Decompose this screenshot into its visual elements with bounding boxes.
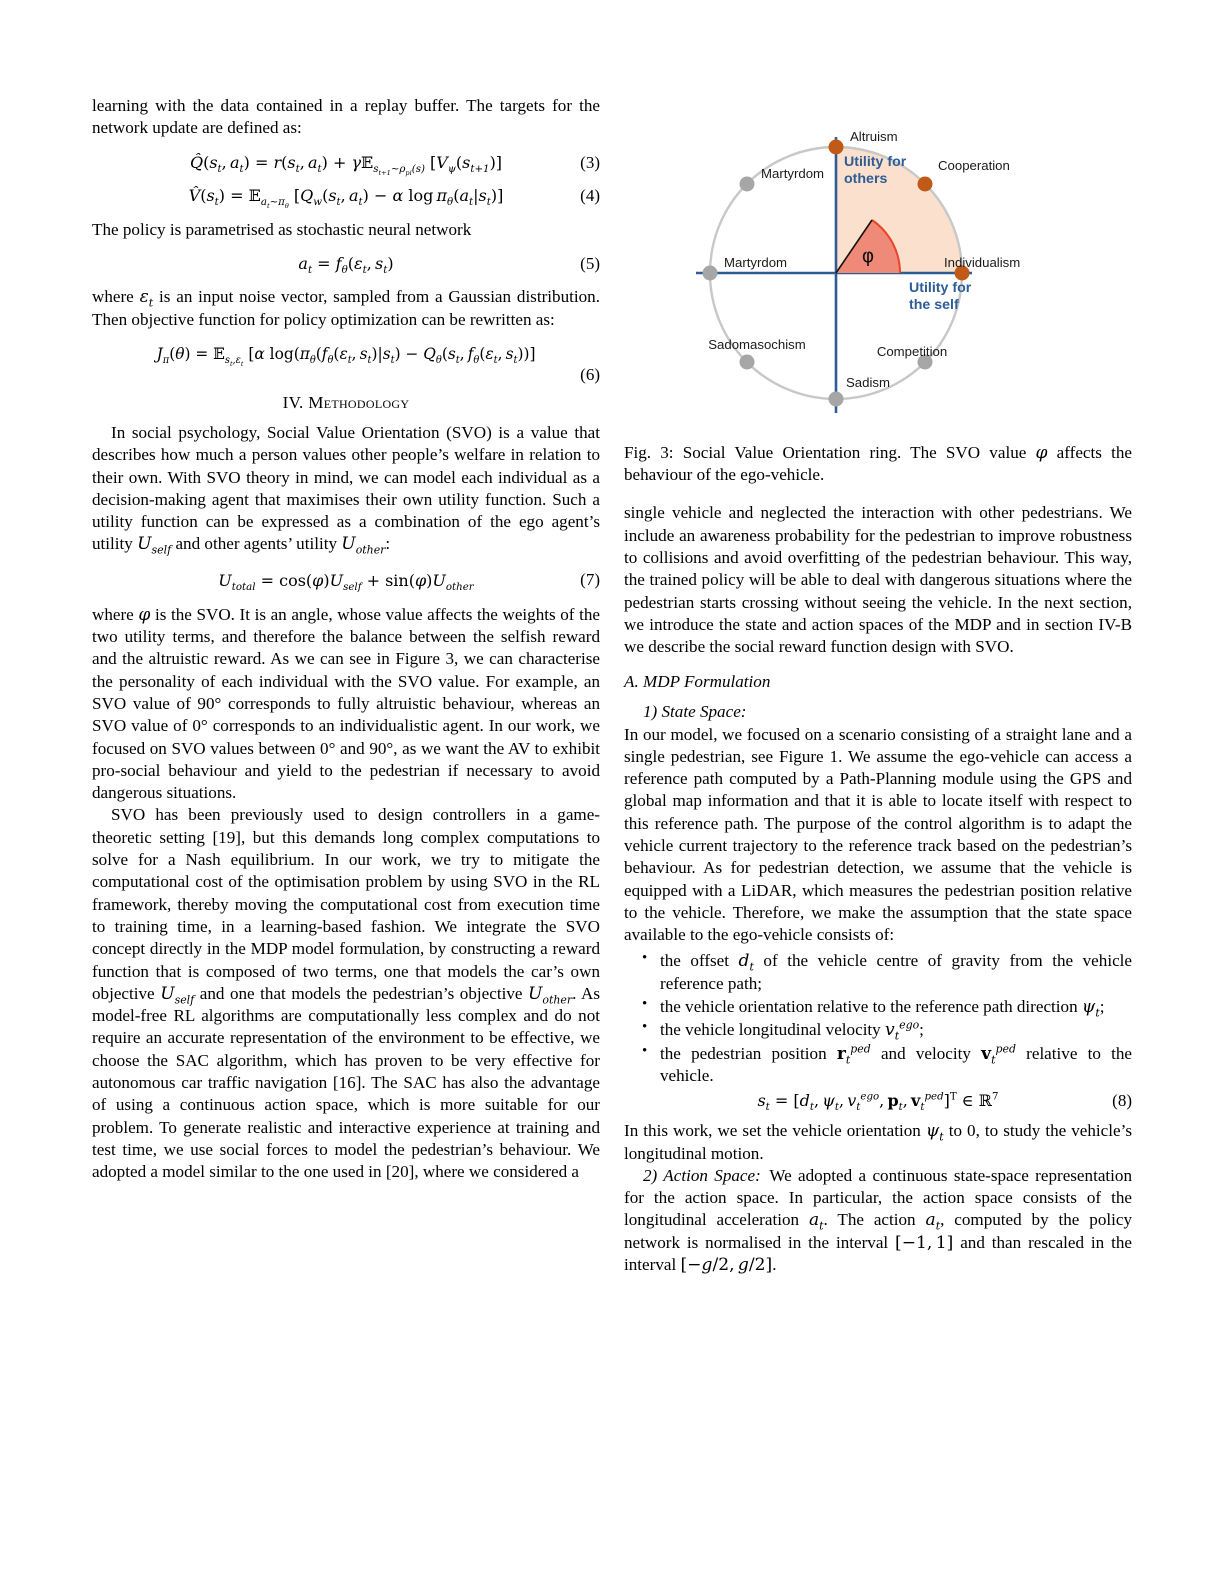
a-t-symbol: $a_t$ (808, 1210, 824, 1233)
node-label-sadism: Sadism (846, 375, 890, 390)
list-item: • the vehicle longitudinal velocity $v_t^{ego}$; (660, 1019, 1132, 1041)
phi-angle-label: φ (861, 245, 875, 267)
equation-4-number: (4) (580, 185, 600, 205)
equation-8-body: $s_t = [d_t$, $\psi_t$, $v_t^{ego}$, $p_t$, $v_t^{ped}]^T$ ∈ ℝ$^7$ (757, 1090, 999, 1114)
subsubsection-heading-action-space: 2) Action Space: (643, 1165, 761, 1185)
phi-symbol-caption: φ (1035, 443, 1048, 463)
axis-annotation-others-line2: others (844, 171, 888, 187)
subsubsection-heading-state-space: 1) State Space: (643, 701, 747, 721)
equation-3-number: (3) (580, 152, 600, 172)
epsilon-t-symbol: $\varepsilon_t$ (139, 287, 154, 310)
node-dot-sadism (829, 392, 844, 407)
psi-t-symbol-2: $\psi_t$ (925, 1121, 944, 1144)
equation-5-number: (5) (580, 253, 600, 273)
node-label-competition: Competition (876, 344, 948, 359)
two-column-layout (92, 95, 1132, 1524)
subsection-heading-mdp-formulation: A. MDP Formulation (624, 671, 771, 691)
section-heading-methodology: IV. Methodology (282, 393, 410, 412)
axis-annotation-self-line2: the self (909, 297, 959, 313)
psi-t-symbol: $\psi_t$ (1081, 997, 1100, 1020)
interval-rescaled: [−g/2, g/2] (680, 1255, 773, 1276)
list-item: • the pedestrian position $r_t^{ped}$ and velocity $v_t^{ped}$ relative to the vehicle. (660, 1043, 1132, 1088)
v-ego-symbol: $v_t^{ego}$ (885, 1018, 920, 1043)
phi-symbol-inline: φ (138, 604, 151, 625)
node-dot-cooperation (918, 177, 933, 192)
paragraph-svo-controllers: SVO has been previously used to design controllers in a game-theoretic setting [19], but this demands long complex computations to solve for a Nash equilibrium. In our work, we try to mitigate the computational cost of the optimisation problem by using SVO in the RL framework, thereby moving the computational cost from execution time to training time, in a learning-based fashion. We integrate the SVO concept directly in the MDP model formulation, by constructing a reward function that is composed of two terms, one that models the car’s own objective $U_{self}$ and one that models the pedestrian’s objective $U_{other}$. As model-free RL algorithms are computationally less complex and do not require an accurate representation of the environment to be effective, we choose the SAC algorithm, which has proven to be very effective for autonomous car traffic navigation [16]. The SAC has also the advantage of using a continuous action space, which is more suitable for our problem. To generate realistic and interactive experience at training and test time, we use social forces to model the pedestrian’s behaviour. We adopted a model similar to the one used in [20], where we considered a (92, 805, 600, 1182)
node-label-individualism: Individualism (944, 255, 1021, 270)
svo-ring-diagram (624, 95, 1132, 435)
paragraph-noise-vector: where $\varepsilon_t$ is an input noise vector, sampled from a Gaussian distribution. Then objective function for policy optimization can be rewritten as: (92, 287, 600, 329)
interval-normalised: [−1, 1] (895, 1232, 954, 1253)
node-label-sadomasochism: Sadomasochism (708, 337, 806, 352)
equation-8-number: (8) (1112, 1090, 1132, 1110)
u-other-symbol-2: $U_{other}$ (528, 983, 573, 1007)
v-ped-symbol: v (981, 1043, 992, 1064)
right-column (624, 95, 1132, 1524)
svo-ring-svg (624, 95, 1132, 435)
equation-7-body: $U_{total} = \cos(\varphi)U_{self} + \sin(\varphi)U_{other}$ (218, 570, 474, 593)
paragraph-orientation-zero: In this work, we set the vehicle orientation $\psi_t$ to 0, to study the vehicle’s longitudinal motion. (624, 1121, 1132, 1163)
node-label-martyrdom-upper: Martyrdom (761, 166, 825, 181)
v-ped-sub: $_t^{ped}$ (991, 1041, 1016, 1067)
left-column (92, 95, 600, 1524)
state-space-bullet-list (624, 950, 1132, 1087)
u-other-symbol: $U_{other}$ (341, 534, 386, 557)
a-t-symbol-2: $a_t$ (925, 1210, 941, 1233)
equation-7 (92, 570, 600, 593)
axis-annotation-self-line1: Utility for (909, 280, 972, 296)
u-self-symbol: $U_{self}$ (137, 534, 172, 557)
equation-3-body: $Q̂(s_t$, $a_t) = r(s_t$, $a_t$) + γ𝔼$_{s_{t+1}\sim\rho_{pi}(s)}$ $[V_\psi(s_{t+1})]$ (189, 152, 503, 177)
equation-6-number: (6) (580, 365, 600, 384)
equation-7-number: (7) (580, 570, 600, 590)
equation-3 (92, 152, 600, 177)
figure-3-caption: Fig. 3: Social Value Orientation ring. The SVO value φ affects the behaviour of the ego-vehicle. (624, 443, 1132, 485)
paragraph-policy-parametrised: The policy is parametrised as stochastic neural network (92, 220, 472, 240)
r-ped-symbol: r (836, 1043, 846, 1064)
equation-5 (92, 253, 600, 277)
node-dot-martyrdom-upper (740, 177, 755, 192)
paragraph-single-vehicle: single vehicle and neglected the interaction with other pedestrians. We include an awareness probability for the pedestrian to improve robustness to collisions and avoid overfitting of the pedestrian behaviour. This way, the trained policy will be able to deal with dangerous situations where the pedestrian starts crossing without seeing the vehicle. In the next section, we introduce the state and action spaces of the MDP and in section IV-B we describe the social reward function design with SVO. (624, 503, 1132, 657)
node-dot-martyrdom-left (703, 266, 718, 281)
node-dot-sadomasochism (740, 355, 755, 370)
equation-8 (624, 1090, 1132, 1114)
paragraph-svo-angle: where φ is the SVO. It is an angle, whose value affects the weights of the two utility terms, and therefore the balance between the selfish reward and the altruistic reward. As we can see in Figure 3, we can characterise the personality of each individual with the SVO value. For example, an SVO value of 90° corresponds to fully altruistic behaviour, whereas an SVO value of 0° corresponds to an individualistic agent. In our work, we focused on SVO values between 0° and 90°, as we want the AV to exhibit pro-social behaviour and yield to the pedestrian if necessary to avoid dangerous situations. (92, 604, 600, 803)
d-t-symbol: $d_t$ (738, 951, 754, 974)
equation-4 (92, 185, 600, 211)
u-self-symbol-2: $U_{self}$ (160, 983, 195, 1007)
node-label-cooperation: Cooperation (938, 158, 1010, 173)
paragraph-action-space: 2) Action Space: We adopted a continuous state-space representation for the action space. In particular, the action space consists of the longitudinal acceleration $a_t$. The action $a_t$, computed by the policy network is normalised in the interval [−1, 1] and than rescaled in the interval [−g/2, g/2]. (624, 1165, 1133, 1276)
equation-6 (92, 344, 600, 384)
equation-4-body: $V̂(s_t)$ = 𝔼$_{a_t\sim\pi_\theta}$ [$Q_w(s_t$, $a_t) - \alpha$ $\log \pi_\theta(a_t|s_t)$] (188, 185, 504, 211)
paragraph-svo-definition: In social psychology, Social Value Orientation (SVO) is a value that describes how much a person values other people’s welfare in relation to their own. With SVO theory in mind, we can model each individual as a decision-making agent that maximises their own utility function. Such a utility function can be expressed as a combination of the ego agent’s utility $U_{self}$ and other agents’ utility $U_{other}$: (92, 423, 600, 557)
paragraph-state-space: In our model, we focused on a scenario consisting of a straight lane and a single pedestrian, see Figure 1. We assume the ego-vehicle can access a reference path computed by a Path-Planning module using the GPS and global map information and that it is able to locate itself with respect to this reference path. The purpose of the control algorithm is to adapt the vehicle current trajectory to the reference track based on the pedestrian’s behaviour. As for pedestrian detection, we assume that the vehicle is equipped with a LiDAR, which measures the pedestrian position relative to the vehicle. Therefore, we make the assumption that the state space available to the ego-vehicle consists of: (624, 724, 1132, 945)
r-ped-sub: $_t^{ped}$ (845, 1041, 871, 1067)
node-dot-altruism (829, 140, 844, 155)
node-label-altruism: Altruism (850, 129, 898, 144)
equation-5-body: $a_t = f_\theta(\varepsilon_t$, $s_t$) (298, 254, 394, 277)
list-item: • the vehicle orientation relative to the reference path direction $\psi_t$; (660, 996, 1132, 1018)
list-item: • the offset $d_t$ of the vehicle centre of gravity from the vehicle reference path; (660, 950, 1132, 995)
axis-annotation-others-line1: Utility for (844, 154, 907, 170)
equation-6-body: $J_\pi(\theta)$ = 𝔼$_{s_t,\varepsilon_t}$ [α $\log(\pi_\theta(f_\theta(\varepsilon_t$, $s_t)|s_t) - Q_\theta(s_t$, $f_\theta(\varepsilon_t$, $s_t$))] (156, 344, 536, 368)
figure-3 (624, 95, 1132, 486)
node-label-martyrdom-left: Martyrdom (724, 255, 788, 270)
paragraph-replay-buffer: learning with the data contained in a replay buffer. The targets for the network update are defined as: (92, 96, 600, 138)
